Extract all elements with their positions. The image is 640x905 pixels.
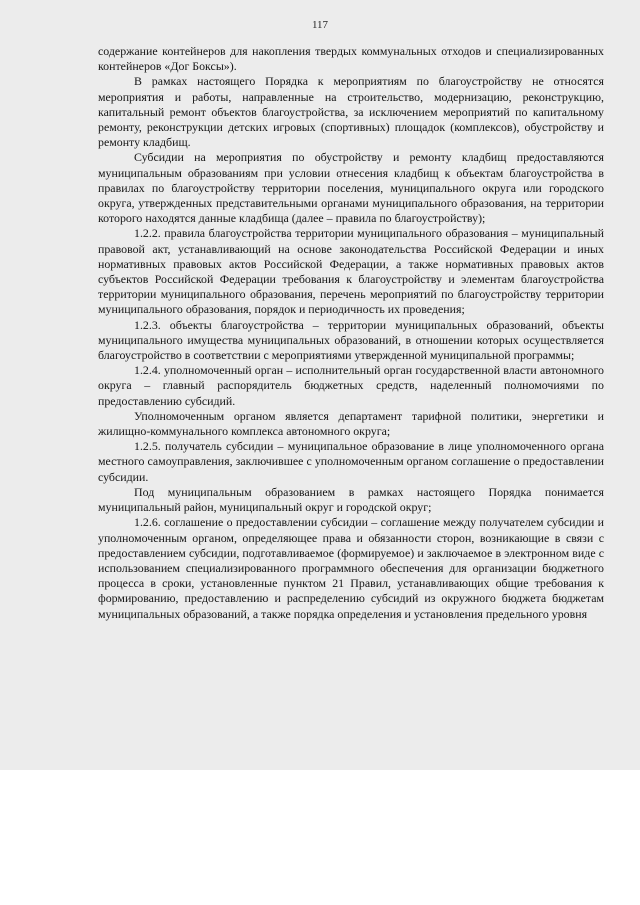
paragraph: 1.2.3. объекты благоустройства – территории муниципальных образований, объекты муниципального имущества муниципальных образований, в отношении которых осуществляется благоустройство в соответствии с мероприятиями утвержденной муниципальной программы;: [98, 317, 604, 363]
paragraph: В рамках настоящего Порядка к мероприятиям по благоустройству не относятся мероприятия и работы, направленные на строительство, модернизацию, реконструкцию, капитальный ремонт объектов благоустройства, за исключением мероприятий по капитальному ремонту, реконструкции детских игровых (спортивных) площадок (комплексов), обустройству и ремонту кладбищ.: [98, 74, 604, 150]
paragraph: 1.2.2. правила благоустройства территории муниципального образования – муниципальный правовой акт, устанавливающий на основе законодательства Российской Федерации и иных нормативных правовых актов Российской Федерации, а также нормативных правовых актов субъектов Российской Федерации требования к благоустройству и элементам благоустройства территории муниципального образования, перечень мероприятий по благоустройству территории муниципального образования, порядок и периодичность их проведения;: [98, 226, 604, 317]
blank-margin: [0, 770, 640, 905]
paragraph: 1.2.5. получатель субсидии – муниципальное образование в лице уполномоченного органа местного самоуправления, заключившее с уполномоченным органом соглашение о предоставлении субсидии.: [98, 439, 604, 484]
document-body: [98, 44, 604, 622]
paragraph: Под муниципальным образованием в рамках настоящего Порядка понимается муниципальный район, муниципальный округ и городской округ;: [98, 484, 604, 515]
paragraph: Уполномоченным органом является департамент тарифной политики, энергетики и жилищно-коммунального комплекса автономного округа;: [98, 408, 604, 439]
paragraph: содержание контейнеров для накопления твердых коммунальных отходов и специализированных контейнеров «Дог Боксы»).: [98, 44, 604, 74]
paragraph: Субсидии на мероприятия по обустройству и ремонту кладбищ предоставляются муниципальным образованиям при условии отнесения кладбищ к объектам благоустройства в правилах по благоустройству территории поселения, муниципального округа или городского округа, утвержденных представительными органами муниципального образования, на территории которого находятся данные кладбища (далее – правила по благоустройству);: [98, 150, 604, 226]
paragraph: 1.2.4. уполномоченный орган – исполнительный орган государственной власти автономного округа – главный распорядитель бюджетных средств, наделенный полномочиями по предоставлению субсидий.: [98, 363, 604, 408]
paragraph: 1.2.6. соглашение о предоставлении субсидии – соглашение между получателем субсидии и уполномоченным органом, определяющее права и обязанности сторон, возникающие в связи с предоставлением субсидии, подготавливаемое (формируемое) и заключаемое в электронном виде с использованием специализированного программного обеспечения для организации бюджетного процесса в сроки, установленные пунктом 21 Правил, устанавливающих общие требования к формированию, предоставлению и распределению субсидий из окружного бюджета бюджетам муниципальных образований, а также порядка определения и установления предельного уровня: [98, 515, 604, 621]
page-number: 117: [311, 19, 329, 31]
